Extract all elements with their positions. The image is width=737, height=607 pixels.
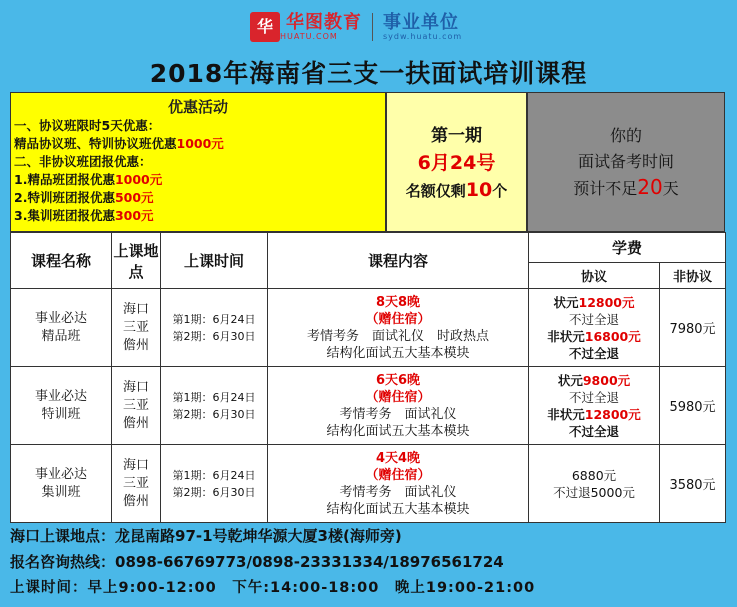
brand-domain: HUATU.COM — [280, 32, 338, 41]
fee-line — [529, 328, 659, 345]
brand-name: 华图教育 — [286, 12, 362, 33]
fee-amount: 6880元 — [571, 467, 617, 483]
location: 海口 — [122, 457, 149, 473]
promo-amount: 300元 — [114, 208, 154, 223]
content-cell — [268, 367, 529, 445]
fee-label: 状元 — [553, 294, 579, 310]
session-date: 6月24号 — [417, 152, 496, 174]
fee-amount: 9800元 — [582, 372, 631, 388]
fee-line — [529, 406, 659, 423]
header-content: 课程内容 — [268, 233, 529, 289]
promo-text: 1.精品班团报优惠 — [14, 172, 115, 187]
page-title: 2018年海南省三支一扶面试培训课程 — [149, 59, 588, 88]
brand-logo[interactable] — [250, 10, 462, 44]
address-label: 海口上课地点： — [10, 527, 116, 545]
address-line — [10, 523, 725, 549]
course-name: 事业必达 — [34, 310, 87, 326]
hotline-line — [10, 549, 725, 575]
table-header-row — [11, 233, 726, 263]
session-time: 第2期：6月30日 — [172, 329, 256, 343]
fee-line — [529, 294, 659, 311]
content-text: 考情考务 面试礼仪 — [339, 484, 457, 500]
hotline-label: 报名咨询热线： — [10, 553, 116, 571]
content-text: 结构化面试五大基本模块 — [326, 501, 470, 517]
fee-amount: 12800元 — [578, 294, 635, 310]
session-time: 第1期：6月24日 — [172, 312, 256, 326]
content-note: （赠住宿） — [365, 311, 431, 327]
prep-line: 你的 — [609, 126, 642, 145]
promo-text: 3.集训班团报优惠 — [14, 208, 115, 223]
location-cell — [112, 367, 161, 445]
location-cell — [112, 445, 161, 523]
location: 三亚 — [122, 475, 149, 491]
prep-text: 预计不足 — [573, 179, 638, 198]
fee-cell — [529, 367, 660, 445]
brand-sub-name: 事业单位 — [383, 12, 459, 33]
hotline[interactable]: 0898-66769773/0898-23331334/18976561724 — [115, 553, 504, 571]
course-name-cell — [11, 289, 112, 367]
promo-line — [11, 207, 385, 225]
location: 三亚 — [122, 319, 149, 335]
content-cell — [268, 445, 529, 523]
location: 三亚 — [122, 397, 149, 413]
session-time: 第1期：6月24日 — [172, 390, 256, 404]
time-cell — [161, 289, 268, 367]
promo-line: 二、非协议班团报优惠： — [14, 154, 152, 169]
prep-day-count: 20 — [637, 175, 663, 199]
fee-note: 不过全退 — [568, 311, 619, 327]
header-fee: 学费 — [529, 233, 726, 263]
fee-label: 状元 — [557, 372, 583, 388]
session-time: 第2期：6月30日 — [172, 407, 256, 421]
fee-note: 不过全退 — [568, 345, 619, 361]
course-name: 事业必达 — [34, 388, 87, 404]
content-cell — [268, 289, 529, 367]
logo-divider — [372, 13, 373, 41]
prep-unit: 天 — [662, 179, 679, 198]
brand-sub-domain: sydw.huatu.com — [383, 32, 463, 41]
remaining-text: 名额仅剩 — [405, 182, 466, 200]
location: 儋州 — [122, 337, 149, 353]
content-text: 考情考务 面试礼仪 时政热点 — [306, 328, 489, 344]
session-time: 第2期：6月30日 — [172, 485, 256, 499]
fee-note: 不过退5000元 — [553, 484, 635, 500]
promo-line — [11, 189, 385, 207]
fee-cell — [529, 445, 660, 523]
brand-sub-block — [383, 13, 462, 41]
course-name-cell — [11, 367, 112, 445]
session-time: 第1期：6月24日 — [172, 468, 256, 482]
content-text: 考情考务 面试礼仪 — [339, 406, 457, 422]
non-agreement-fee: 3580元 — [660, 445, 726, 523]
fee-note: 不过全退 — [568, 423, 619, 439]
course-name: 特训班 — [41, 406, 81, 422]
fee-label: 非状元 — [547, 328, 585, 344]
fee-amount: 16800元 — [584, 328, 641, 344]
non-agreement-fee: 5980元 — [660, 367, 726, 445]
course-name: 集训班 — [41, 484, 81, 500]
promo-panel — [10, 92, 386, 232]
content-days: 4天4晚 — [375, 450, 421, 466]
content-note: （赠住宿） — [365, 389, 431, 405]
promo-title: 优惠活动 — [167, 98, 228, 116]
huatu-logo-icon: 华 — [250, 12, 280, 42]
fee-label: 非状元 — [547, 406, 585, 422]
location-cell — [112, 289, 161, 367]
session-label: 第一期 — [431, 126, 482, 146]
header-location: 上课地点 — [112, 233, 161, 289]
content-days: 6天6晚 — [375, 372, 421, 388]
non-agreement-fee: 7980元 — [660, 289, 726, 367]
fee-amount: 12800元 — [584, 406, 641, 422]
course-name: 精品班 — [41, 328, 81, 344]
promo-amount: 500元 — [114, 190, 154, 205]
promo-text: 2.特训班团报优惠 — [14, 190, 115, 205]
class-hours: 上课时间：早上9:00-12:00 下午:14:00-18:00 晚上19:00-21:00 — [10, 580, 536, 596]
prep-line: 面试备考时间 — [577, 152, 674, 171]
location: 海口 — [122, 379, 149, 395]
time-cell — [161, 367, 268, 445]
prep-days — [528, 175, 724, 199]
location: 海口 — [122, 301, 149, 317]
promo-amount: 1000元 — [176, 136, 224, 151]
promo-line: 一、协议班限时5天优惠： — [14, 118, 161, 133]
fee-note: 不过全退 — [568, 389, 619, 405]
header-fee-agreement: 协议 — [529, 263, 660, 289]
header — [0, 0, 737, 92]
prep-time-panel — [527, 92, 725, 232]
header-fee-non-agreement: 非协议 — [660, 263, 726, 289]
session-remaining — [387, 179, 526, 201]
fee-line — [529, 372, 659, 389]
course-name-cell — [11, 445, 112, 523]
session-panel — [386, 92, 527, 232]
promo-line — [11, 135, 385, 153]
promo-line — [11, 171, 385, 189]
promo-amount: 1000元 — [114, 172, 163, 187]
course-name: 事业必达 — [34, 466, 87, 482]
content-text: 结构化面试五大基本模块 — [326, 345, 470, 361]
remaining-count: 10 — [465, 179, 493, 201]
fee-cell — [529, 289, 660, 367]
promo-text: 精品协议班、特训协议班优惠 — [14, 136, 177, 151]
address: 龙昆南路97-1号乾坤华源大厦3楼(海师旁) — [115, 527, 402, 545]
location: 儋州 — [122, 493, 149, 509]
brand-name-block — [280, 13, 362, 41]
header-time: 上课时间 — [161, 233, 268, 289]
course-table — [10, 232, 726, 523]
header-course-name: 课程名称 — [11, 233, 112, 289]
content-note: （赠住宿） — [365, 467, 431, 483]
content-days: 8天8晚 — [375, 294, 421, 310]
time-cell — [161, 445, 268, 523]
table-row — [11, 289, 726, 367]
location: 儋州 — [122, 415, 149, 431]
content-text: 结构化面试五大基本模块 — [326, 423, 470, 439]
table-row — [11, 445, 726, 523]
remaining-unit: 个 — [492, 182, 508, 200]
table-row — [11, 367, 726, 445]
footer — [10, 523, 725, 601]
